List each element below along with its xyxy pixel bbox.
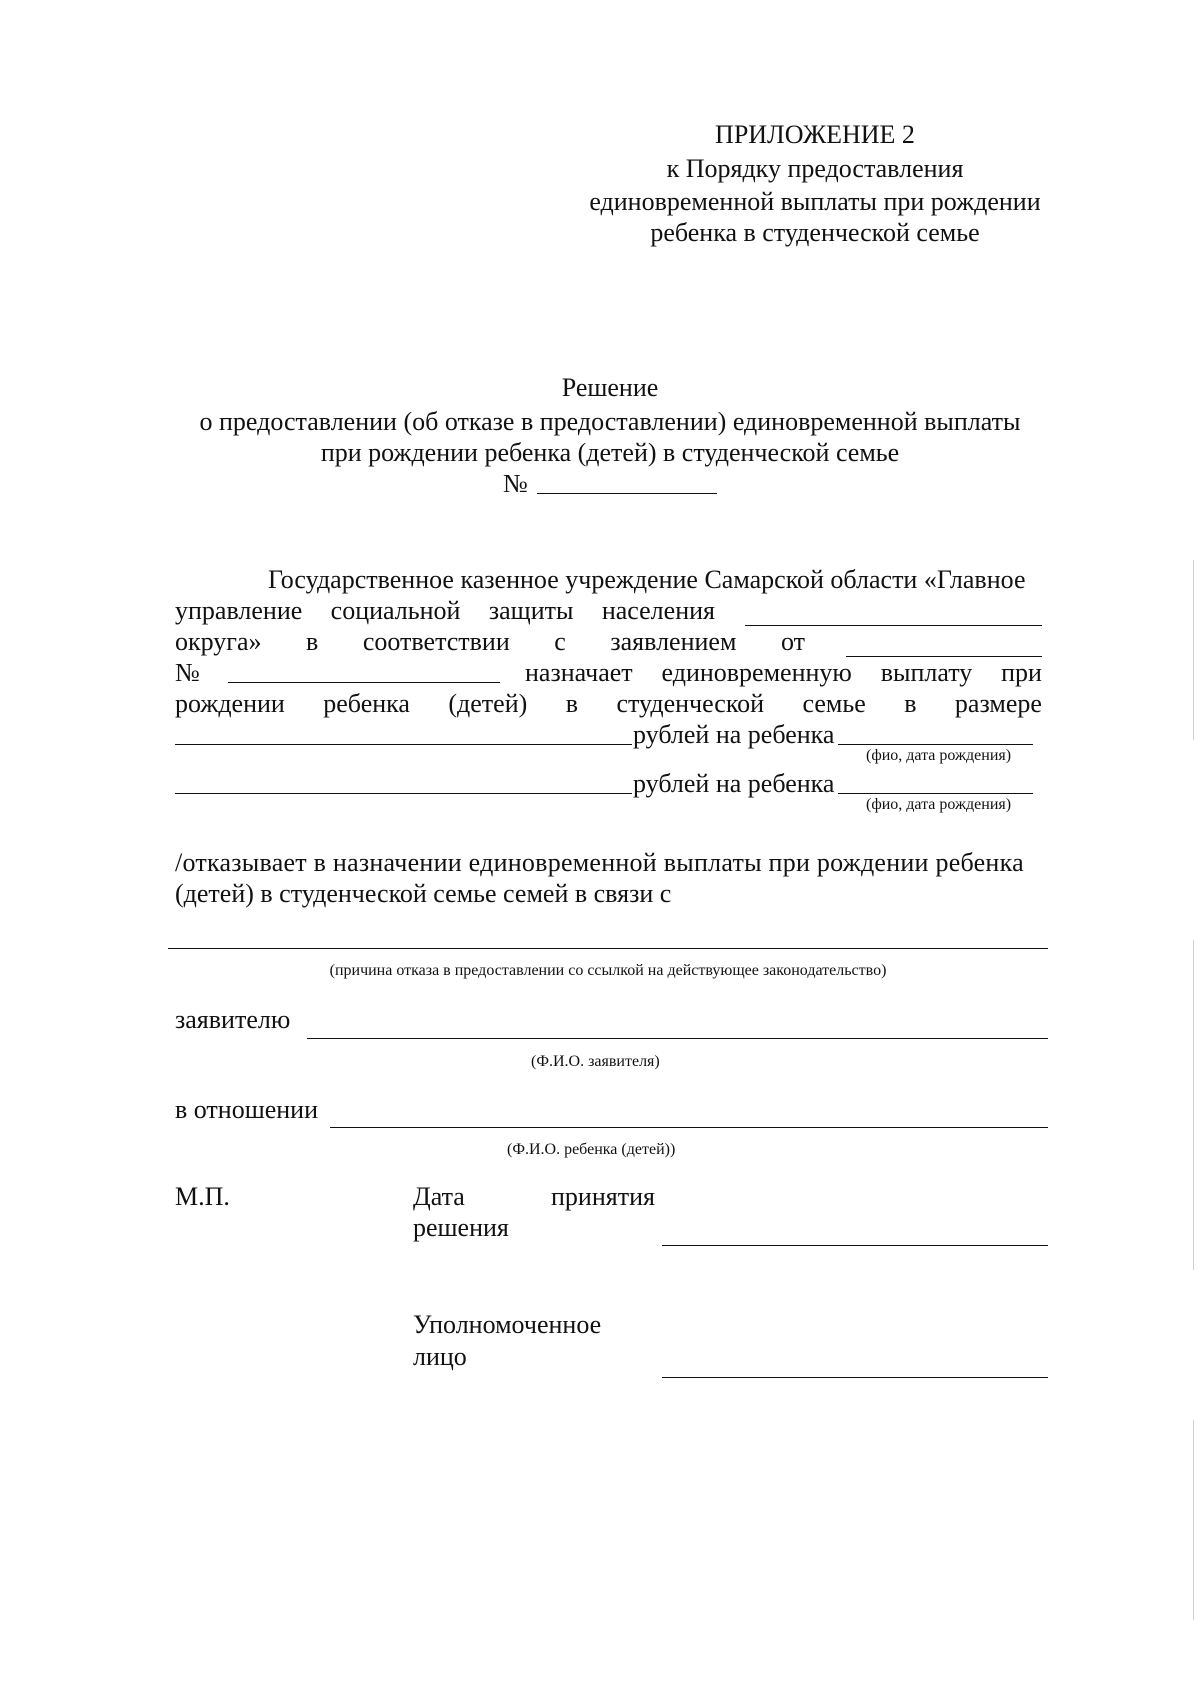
- regarding-label: в отношении: [175, 1095, 319, 1124]
- body-line-1: Государственное казенное учреждение Самарской области «Главное: [268, 565, 1026, 594]
- amount-field-2[interactable]: [175, 793, 632, 794]
- word: при: [1001, 658, 1042, 687]
- word: в: [904, 689, 917, 718]
- body-row-2: [175, 594, 715, 627]
- applicant-field[interactable]: [307, 1038, 1048, 1039]
- word: населения: [601, 596, 715, 625]
- refusal-reason-field[interactable]: [168, 948, 1048, 949]
- stamp-label: М.П.: [175, 1182, 230, 1211]
- applicant-label: заявителю: [175, 1005, 291, 1034]
- word: (детей): [448, 689, 528, 718]
- decision-number-label: №: [503, 469, 528, 498]
- word: студенческой: [616, 689, 765, 718]
- word: назначает: [525, 658, 633, 687]
- word: размере: [954, 689, 1042, 718]
- scan-edge-mark: [1193, 940, 1194, 1270]
- word: в: [565, 689, 578, 718]
- appendix-line-3: ребенка в студенческой семье: [650, 218, 980, 247]
- appendix-line-2: единовременной выплаты при рождении: [589, 187, 1041, 216]
- word: округа»: [175, 627, 262, 656]
- word: с: [554, 627, 566, 656]
- child-field-2[interactable]: [838, 793, 1033, 794]
- applicant-caption: (Ф.И.О. заявителя): [531, 1053, 660, 1070]
- word: от: [780, 627, 805, 656]
- word: соответствии: [362, 627, 510, 656]
- decision-number-field[interactable]: [537, 493, 717, 494]
- scan-edge-mark: [1193, 560, 1194, 740]
- word: семье: [802, 689, 866, 718]
- word: ребенка: [323, 689, 410, 718]
- refusal-line-1: /отказывает в назначении единовременной выплаты при рождении ребенка: [175, 848, 1024, 877]
- word: защиты: [488, 596, 574, 625]
- decision-title: Решение: [561, 373, 659, 402]
- date-word-2: принятия: [551, 1182, 655, 1211]
- authorized-signature-field[interactable]: [662, 1377, 1048, 1378]
- body-row-4-no: №: [175, 658, 200, 687]
- authorized-label-2: лицо: [413, 1342, 467, 1371]
- scan-edge-mark: [1193, 1420, 1194, 1620]
- caption-fio-2: (фио, дата рождения): [866, 796, 1012, 813]
- appendix-line-1: к Порядку предоставления: [666, 154, 964, 183]
- word: в: [306, 627, 319, 656]
- date-word-1: Дата: [413, 1182, 465, 1211]
- date-word-3: решения: [413, 1213, 509, 1242]
- regarding-caption: (Ф.И.О. ребенка (детей)): [507, 1141, 676, 1158]
- caption-reason: (причина отказа в предоставлении со ссылкой на действующее законодательство): [329, 962, 887, 979]
- body-row-4: [525, 656, 1042, 689]
- body-row-3: [175, 625, 805, 658]
- word: управление: [175, 596, 303, 625]
- decision-subtitle-1: о предоставлении (об отказе в предоставлении) единовременной выплаты: [199, 407, 1021, 436]
- word: выплату: [880, 658, 973, 687]
- appendix-title: ПРИЛОЖЕНИЕ 2: [715, 120, 915, 149]
- per-child-label-2: рублей на ребенка: [633, 769, 835, 798]
- decision-subtitle-2: при рождении ребенка (детей) в студенческой семье: [320, 438, 900, 467]
- authorized-label-1: Уполномоченное: [413, 1310, 602, 1339]
- body-row-5: [175, 687, 1042, 720]
- word: заявлением: [610, 627, 737, 656]
- child-field-1[interactable]: [838, 744, 1033, 745]
- application-number-field[interactable]: [228, 682, 500, 683]
- amount-field-1[interactable]: [175, 744, 632, 745]
- word: единовременную: [661, 658, 852, 687]
- decision-date-field[interactable]: [662, 1245, 1048, 1246]
- caption-fio-1: (фио, дата рождения): [866, 747, 1012, 764]
- regarding-field[interactable]: [330, 1127, 1048, 1128]
- word: рождении: [175, 689, 285, 718]
- per-child-label-1: рублей на ребенка: [633, 720, 835, 749]
- word: социальной: [330, 596, 461, 625]
- refusal-line-2: (детей) в студенческой семье семей в связи с: [175, 879, 672, 908]
